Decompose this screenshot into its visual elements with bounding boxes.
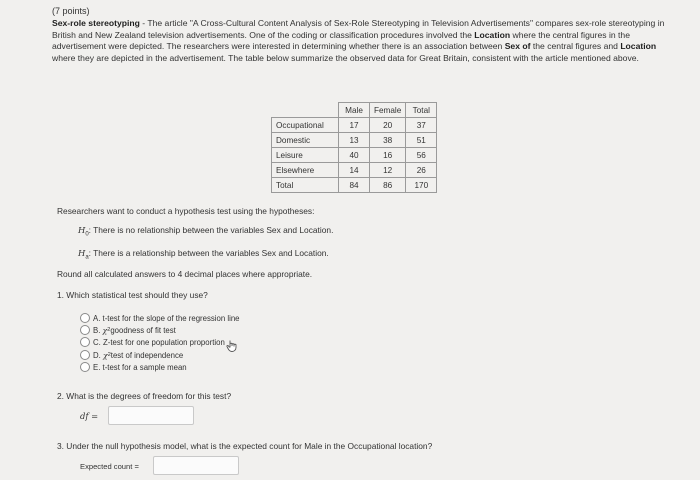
question-3-text: 3. Under the null hypothesis model, what is the expected count for Male in the Occupational location? <box>57 441 433 451</box>
rounding-note: Round all calculated answers to 4 decimal places where appropriate. <box>57 269 313 279</box>
option-b-label: goodness of fit test <box>110 325 176 335</box>
observed-data-table <box>271 102 437 193</box>
option-b[interactable] <box>80 325 176 335</box>
intro-text-1: - The article "A Cross-Cultural Content Analysis of Sex-Role Stereotyping in Television Advertisements" compares sex-role stereotyping in British and New Zealand television advertisements. One of the coding or classification procedures involved the <box>52 18 665 40</box>
intro-text-2: where the central figures in the advertisement were depicted. The researchers were interested in determining whether there is an association between <box>52 29 630 52</box>
cell-value: 40 <box>339 148 370 163</box>
ha-text: : There is a relationship between the variables Sex and Location. <box>88 248 329 258</box>
hypotheses-intro: Researchers want to conduct a hypothesis test using the hypotheses: <box>57 206 315 216</box>
intro-bold-lead: Sex-role stereotyping <box>52 18 140 28</box>
cell-value: 17 <box>339 118 370 133</box>
option-b-letter: B. <box>93 325 101 335</box>
cell-value: 14 <box>339 163 370 178</box>
option-c-letter: C. <box>93 337 101 347</box>
ha-symbol: H <box>78 248 86 258</box>
cell-value: 26 <box>406 163 437 178</box>
table-corner-cell <box>272 103 339 118</box>
points-label: (7 points) <box>52 6 90 16</box>
table-header-total: Total <box>406 103 437 118</box>
radio-option-e[interactable] <box>80 362 90 372</box>
cell-value: 13 <box>339 133 370 148</box>
table-row <box>272 133 437 148</box>
intro-text-4: where they are depicted in the advertisement. The table below summarize the observed data for Great Britain, consistent with the article mentioned above. <box>52 52 639 63</box>
cell-value: 84 <box>339 178 370 193</box>
option-c[interactable] <box>80 337 225 347</box>
cell-value: 170 <box>406 178 437 193</box>
option-b-sup: 2 <box>107 327 111 333</box>
cell-value: 86 <box>370 178 406 193</box>
table-row <box>272 163 437 178</box>
radio-option-c[interactable] <box>80 337 90 347</box>
intro-bold-location-2: Location <box>620 41 657 52</box>
table-header-female: Female <box>370 103 406 118</box>
option-a-letter: A. <box>93 313 101 323</box>
option-b-symbol: χ <box>102 325 108 335</box>
intro-bold-sex: Sex of <box>504 41 531 52</box>
alternative-hypothesis <box>78 248 329 261</box>
question-2-text: 2. What is the degrees of freedom for this test? <box>57 391 232 401</box>
table-header-male: Male <box>339 103 370 118</box>
option-d-symbol: χ <box>102 350 108 360</box>
cell-value: 56 <box>406 148 437 163</box>
question-1-text: 1. Which statistical test should they use? <box>57 290 208 300</box>
table-row <box>272 148 437 163</box>
df-input[interactable] <box>108 406 194 425</box>
cell-value: 12 <box>370 163 406 178</box>
row-label: Domestic <box>272 133 339 148</box>
intro-text-3: the central figures and <box>530 41 621 52</box>
h0-symbol: H <box>78 225 86 235</box>
option-d[interactable] <box>80 350 183 360</box>
intro-bold-location-1: Location <box>474 29 511 40</box>
hand-cursor-icon <box>226 339 240 353</box>
row-label: Total <box>272 178 339 193</box>
table-row-total <box>272 178 437 193</box>
h0-subscript: 0 <box>85 231 89 238</box>
null-hypothesis <box>78 225 333 238</box>
option-d-sup: 2 <box>107 352 111 358</box>
option-a[interactable] <box>80 313 240 323</box>
option-d-label: test of independence <box>110 350 184 360</box>
cell-value: 38 <box>370 133 406 148</box>
option-d-letter: D. <box>93 350 101 360</box>
expected-count-label: Expected count = <box>80 462 139 471</box>
row-label: Elsewhere <box>272 163 339 178</box>
radio-option-b[interactable] <box>80 325 90 335</box>
option-a-label: t-test for the slope of the regression line <box>102 313 240 323</box>
cell-value: 51 <box>406 133 437 148</box>
cell-value: 16 <box>370 148 406 163</box>
table-row <box>272 118 437 133</box>
radio-option-a[interactable] <box>80 313 90 323</box>
row-label: Leisure <box>272 148 339 163</box>
radio-option-d[interactable] <box>80 350 90 360</box>
option-e[interactable] <box>80 362 187 372</box>
ha-subscript: a <box>85 254 89 261</box>
option-c-label: Z-test for one population proportion <box>102 337 225 347</box>
df-label: df = <box>80 411 99 421</box>
h0-text: : There is no relationship between the variables Sex and Location. <box>88 225 334 235</box>
option-e-letter: E. <box>93 362 101 372</box>
table-header-row <box>272 103 437 118</box>
cell-value: 20 <box>370 118 406 133</box>
option-e-label: t-test for a sample mean <box>102 362 187 372</box>
problem-intro <box>52 18 672 64</box>
row-label: Occupational <box>272 118 339 133</box>
expected-count-input[interactable] <box>153 456 239 475</box>
cell-value: 37 <box>406 118 437 133</box>
